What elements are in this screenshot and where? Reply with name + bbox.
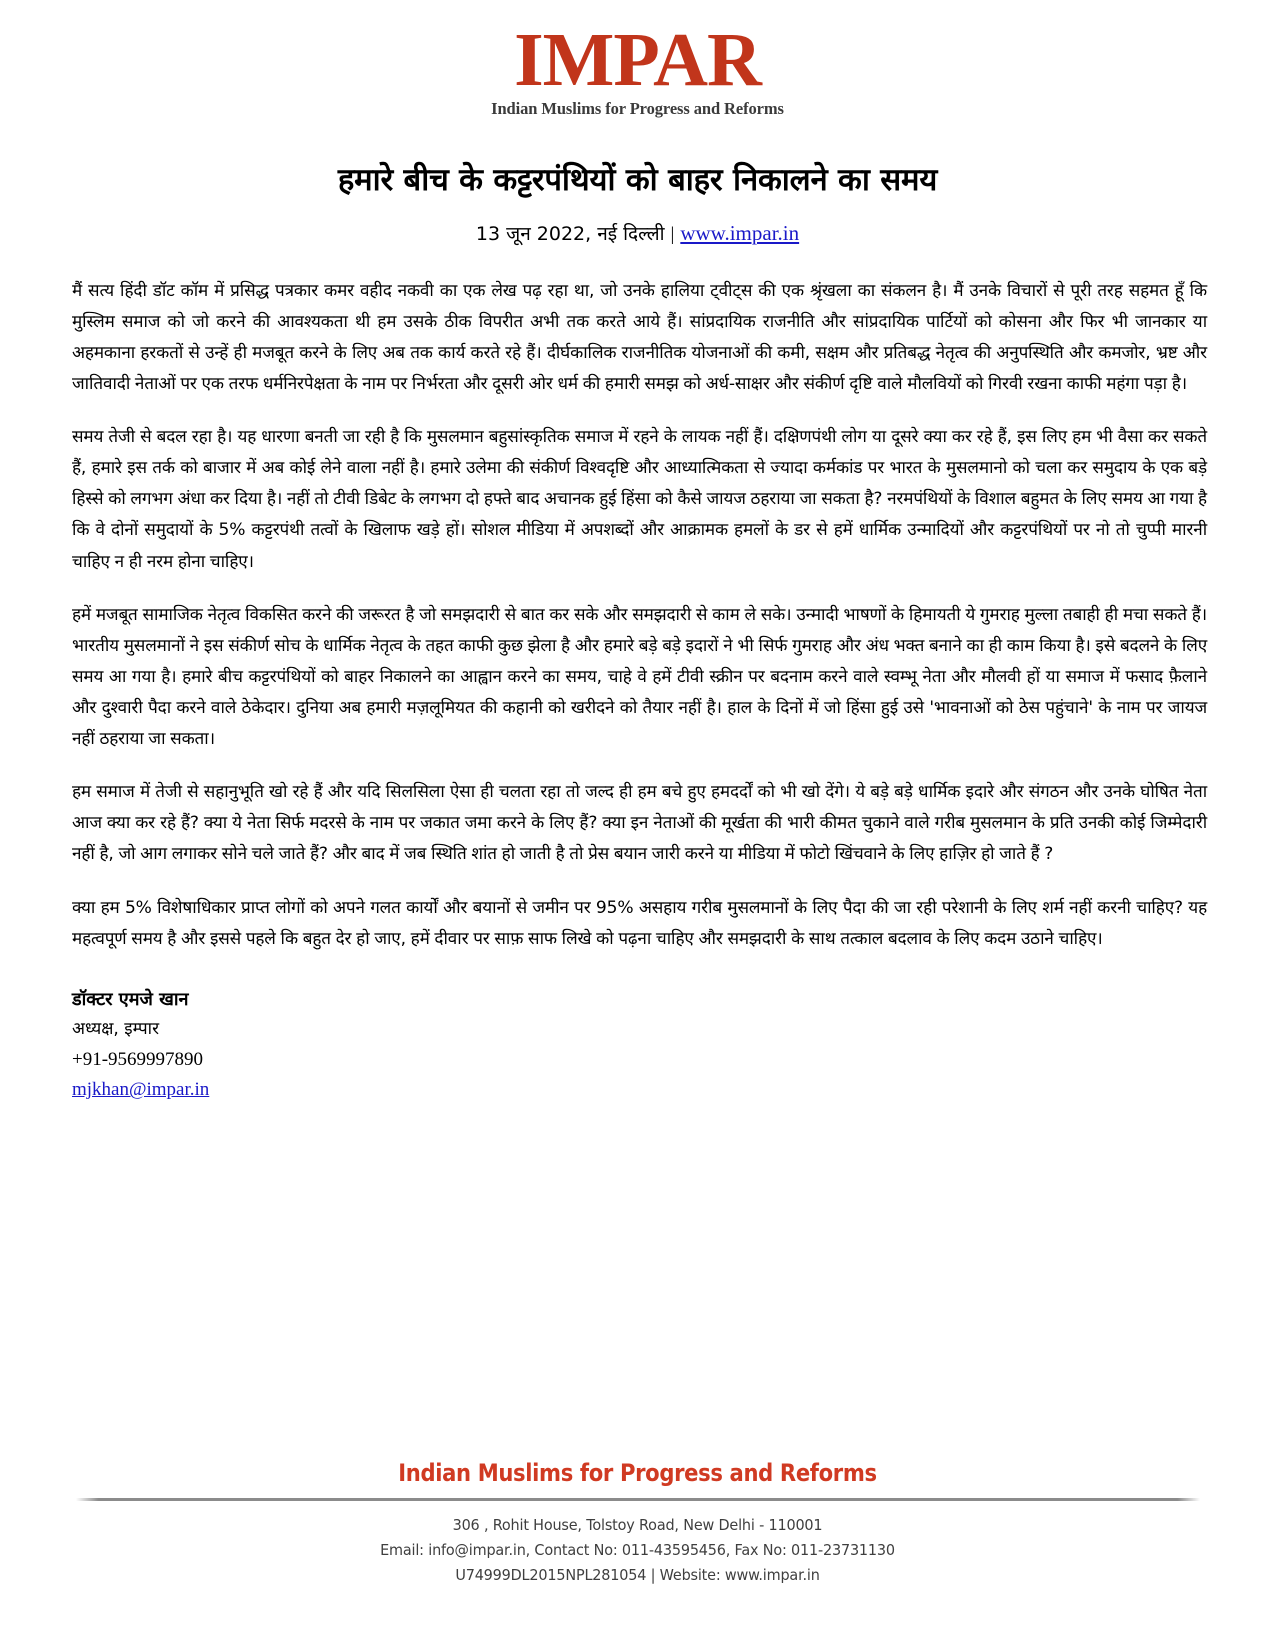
dateline-row: [0, 220, 1275, 246]
website-link[interactable]: www.impar.in: [680, 220, 800, 245]
footer-heading: Indian Muslims for Progress and Reforms: [398, 1458, 877, 1487]
footer-registration: U74999DL2015NPL281054 | Website: www.impar.in: [455, 1565, 820, 1584]
signatory-email-link[interactable]: mjkhan@impar.in: [72, 1079, 210, 1101]
footer-contact: Email: info@impar.in, Contact No: 011-43595456, Fax No: 011-23731130: [380, 1540, 895, 1559]
paragraph: समय तेजी से बदल रहा है। यह धारणा बनती जा रही है कि मुसलमान बहुसांस्कृतिक समाज में रहने के लायक नहीं हैं। दक्षिणपंथी लोग या दूसरे क्या कर रहे हैं, इस लिए हम भी वैसा कर सकते हैं, हमारे इस तर्क को बाजार में अब कोई लेने वाला नहीं है। हमारे उलेमा की संकीर्ण विश्वदृष्टि और आध्यात्मिकता से ज्यादा कर्मकांड पर भारत के मुसलमानो को चला कर समुदाय के एक बड़े हिस्से को लगभग अंधा कर दिया है। नहीं तो टीवी डिबेट के लगभग दो हफ्ते बाद अचानक हुई हिंसा को कैसे जायज ठहराया जा सकता है? नरमपंथियों के विशाल बहुमत के लिए समय आ गया है कि वे दोनों समुदायों के 5% कट्टरपंथी तत्वों के खिलाफ खड़े हों। सोशल मीडिया में अपशब्दों और आक्रामक हमलों के डर से हमें धार्मिक उन्मादियों और कट्टरपंथियों पर नो तो चुप्पी मारनी चाहिए न ही नरम होना चाहिए।: [72, 427, 1207, 572]
paragraph: मैं सत्य हिंदी डॉट कॉम में प्रसिद्ध पत्रकार कमर वहीद नकवी का एक लेख पढ़ रहा था, जो उनके हालिया ट्वीट्स की एक श्रृंखला का संकलन है। मैं उनके विचारों से पूरी तरह सहमत हूँ कि मुस्लिम समाज को जो करने की आवश्यकता थी हम उसके ठीक विपरीत अभी तक करते आये हैं। सांप्रदायिक राजनीति और सांप्रदायिक पार्टियों को कोसना और फिर भी जानकार या अहमकाना हरकतों से उन्हें ही मजबूत करने के लिए अब तक कार्य करते रहे हैं। दीर्घकालिक राजनीतिक योजनाओं की कमी, सक्षम और प्रतिबद्ध नेतृत्व की अनुपस्थिति और कमजोर, भ्रष्ट और जातिवादी नेताओं पर एक तरफ धर्मनिरपेक्षता के नाम पर निर्भरता और दूसरी ओर धर्म की हमारी समझ को अर्ध-साक्षर और संकीर्ण दृष्टि वाले मौलवियों को गिरवी रखना काफी महंगा पड़ा है।: [72, 280, 1207, 394]
impar-logo: [0, 0, 1275, 119]
footer-divider: [76, 1498, 1200, 1501]
signatory-phone: +91-9569997890: [72, 1049, 204, 1071]
signatory-name: डॉक्टर एमजे खान: [72, 988, 189, 1010]
footer-contact-lines: [0, 1513, 1275, 1588]
dateline-separator: |: [670, 223, 675, 245]
paragraph: क्या हम 5% विशेषाधिकार प्राप्त लोगों को अपने गलत कार्यों और बयानों से जमीन पर 95% असहाय गरीब मुसलमानों के लिए पैदा की जा रही परेशानी के लिए शर्म नहीं करनी चाहिए? यह महत्वपूर्ण समय है और इससे पहले कि बहुत देर हो जाए, हमें दीवार पर साफ़ साफ लिखे को पढ़ना चाहिए और समझदारी के साथ तत्काल बदलाव के लिए कदम उठाने चाहिए।: [72, 897, 1207, 949]
signatory-role: अध्यक्ष, इम्पार: [72, 1019, 160, 1040]
article-body: [0, 276, 1275, 955]
paragraph: हमें मजबूत सामाजिक नेतृत्व विकसित करने की जरूरत है जो समझदारी से बात कर सके और समझदारी से काम ले सके। उन्मादी भाषणों के हिमायती ये गुमराह मुल्ला तबाही ही मचा सकते हैं। भारतीय मुसलमानों ने इस संकीर्ण सोच के धार्मिक नेतृत्व के तहत काफी कुछ झेला है और हमारे बड़े बड़े इदारों ने भी सिर्फ गुमराह और अंध भक्त बनाने का ही काम किया है। इसे बदलने के लिए समय आ गया है। हमारे बीच कट्टरपंथियों को बाहर निकालने का आह्वान करने का समय, चाहे वे हमें टीवी स्क्रीन पर बदनाम करने वाले स्वम्भू नेता और मौलवी हों या समाज में फसाद फ़ैलाने और दुश्वारी पैदा करने वाले ठेकेदार। दुनिया अब हमारी मज़लूमियत की कहानी को खरीदने को तैयार नहीं है। हाल के दिनों में जो हिंसा हुई उसे 'भावनाओं को ठेस पहुंचाने' के नाम पर जायज नहीं ठहराया जा सकता।: [72, 604, 1207, 750]
logo-wordmark: IMPAR: [514, 18, 761, 102]
page-title: हमारे बीच के कट्टरपंथियों को बाहर निकालने का समय: [337, 161, 938, 198]
signature-block: [0, 985, 1275, 1106]
dateline-text: 13 जून 2022, नई दिल्ली: [475, 222, 665, 245]
logo-tagline: Indian Muslims for Progress and Reforms: [491, 98, 784, 118]
page-footer: [0, 1459, 1275, 1588]
footer-address: 306 , Rohit House, Tolstoy Road, New Delhi - 110001: [452, 1515, 823, 1534]
paragraph: हम समाज में तेजी से सहानुभूति खो रहे हैं और यदि सिलसिला ऐसा ही चलता रहा तो जल्द ही हम बचे हुए हमदर्दों को भी खो देंगे। ये बड़े बड़े धार्मिक इदारे और संगठन और उनके घोषित नेता आज क्या कर रहे हैं? क्या ये नेता सिर्फ मदरसे के नाम पर जकात जमा करने के लिए हैं? क्या इन नेताओं की मूर्खता की भारी कीमत चुकाने वाले गरीब मुसलमान के प्रति उनकी कोई जिम्मेदारी नहीं है, जो आग लगाकर सोने चले जाते हैं? और बाद में जब स्थिति शांत हो जाती है तो प्रेस बयान जारी करने या मीडिया में फोटो खिंचवाने के लिए हाज़िर हो जाते हैं ?: [72, 782, 1207, 865]
